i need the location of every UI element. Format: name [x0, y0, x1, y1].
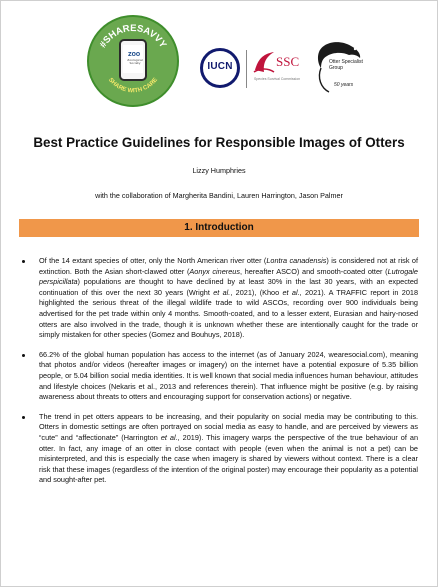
ssc-emblem-icon	[252, 50, 276, 76]
collaborators: with the collaboration of Margherita Bandini, Lauren Harrington, Jason Palmer	[95, 191, 343, 200]
sharesavvy-logo	[87, 15, 179, 107]
zoo-sub: Zoological Society	[127, 58, 143, 65]
sharesavvy-text: #SHARESAVVY	[97, 22, 169, 50]
bullet-text: Of the 14 extant species of otter, only the North American river otter (Lontra canadensis) is considered not at risk of extinction. Both the Asian short-clawed otter (Aonyx cinereus, hereafter ASCO) and smooth-coated otter (Lutrogale perspicillata) populations are thought to have declined by at least 30% in the last 30 years, with an expected continuation of this over the next 30 years (Wright et al., 2021), (Khoo et al., 2021). A TRAFFIC report in 2018 highlighted the serious threat of the illegal wildlife trade to wild ASCOs, recording over 900 individuals being advertised for the pet trade within only 4 months. Smooth-coated, and to a lesser extent, Eurasian and hairy-nosed otters are also involved in the trade, though it is unknown whether these are intentionally caught for the trade or simply mistaken for other species (Gomez and Bouhuys, 2018).	[39, 256, 419, 340]
bullet-list	[22, 256, 418, 495]
document-title: Best Practice Guidelines for Responsible Images of Otters	[33, 135, 405, 150]
author: Lizzy Humphries	[192, 166, 246, 175]
bullet-text: 66.2% of the global human population has access to the internet (as of January 2024, wearesocial.com), meaning that photos and/or videos (hereafter images or imagery) on the internet have a potential exposure of 5.35 billion people, or 5.04 billion social media identities. It is well known that social media influences human behaviour, attitudes and lifestyle choices (Nekaris et al., 2013 and references therein). That influence might be positive (e.g. by raising awareness about threats to otters and encouraging support for conservation actions) or negative.	[39, 349, 418, 402]
section-header	[19, 219, 419, 237]
otter-specialist-group-logo	[313, 40, 365, 96]
bullet-icon	[22, 416, 25, 419]
otter-group-text: Otter Specialist Group	[329, 59, 363, 71]
zoo-mark: ZOO	[128, 52, 141, 58]
phone-screen	[123, 45, 143, 73]
bullet-text: The trend in pet otters appears to be increasing, and their popularity on social media may be contributing to this. Otters in domestic settings are often portrayed on social media as easy to handle, and are perceived by viewers as “cute” and “affectionate” (Harrington et al., 2019). This imagery warps the perspective of the true behaviour of an otter. In fact, any image of an otter in close contact with people (even when the animal is not a pet) can be misinterpreted, and this is especially the case when imagery is shared by viewers without context. There is a clear risk that these images (regardless of the intention of the original poster) may encourage their popularity as a potential and sought-after pet.	[39, 411, 418, 485]
section-title: 1. Introduction	[184, 222, 254, 233]
iucn-text: IUCN	[207, 61, 233, 72]
bullet-item	[22, 256, 418, 341]
ssc-logo	[252, 50, 307, 88]
bullet-item	[22, 412, 418, 486]
bullet-icon	[22, 260, 25, 263]
iucn-logo	[200, 48, 240, 88]
bullet-icon	[22, 354, 25, 357]
phone-icon	[119, 39, 147, 81]
ssc-text: SSC	[276, 54, 300, 69]
ssc-subtitle: Species Survival Commission	[254, 77, 301, 81]
logo-row	[0, 0, 438, 110]
bullet-item	[22, 350, 418, 403]
otter-group-years: 50 years	[334, 82, 354, 88]
logo-divider	[246, 50, 247, 88]
sharesavvy-tagline: SHARE WITH CARE	[106, 77, 160, 95]
